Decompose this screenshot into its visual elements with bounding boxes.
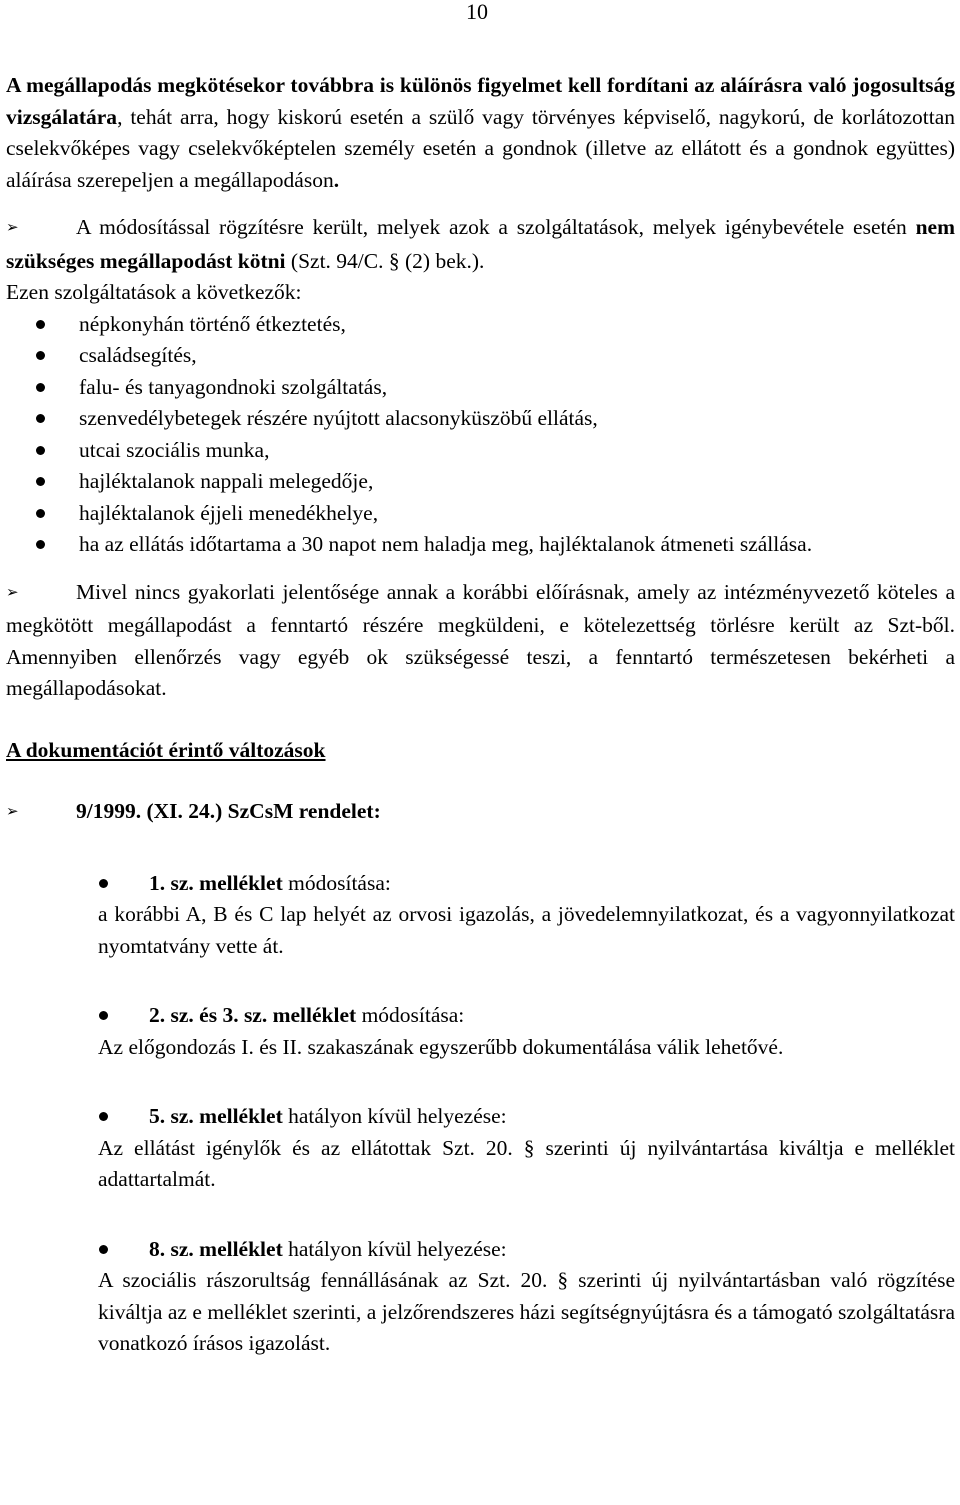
bullet-icon <box>36 540 45 549</box>
annex-text: Az előgondozás I. és II. szakaszának egyszerűbb dokumentálása válik lehetővé. <box>98 1034 784 1059</box>
services-intro: Ezen szolgáltatások a következők: <box>6 280 302 304</box>
annex-1 <box>6 868 955 963</box>
bullet-icon <box>36 446 45 455</box>
emphasis-text: A megállapodás megkötésekor továbbra is különös figyelmet kell fordítani az aláírásra való jogosultság vizsgálatára <box>6 73 955 129</box>
bullet-icon <box>99 1245 108 1254</box>
period: . <box>333 167 340 192</box>
bullet-icon <box>36 383 45 392</box>
annex-heading: 8. sz. melléklet hatályon kívül helyezése: <box>99 1234 955 1266</box>
bullet-icon <box>36 351 45 360</box>
bullet-icon <box>99 879 108 888</box>
document-body <box>6 70 955 1360</box>
annex-8 <box>6 1234 955 1360</box>
annex-heading: 2. sz. és 3. sz. melléklet módosítása: <box>99 1000 955 1032</box>
annex-heading: 5. sz. melléklet hatályon kívül helyezése: <box>99 1101 955 1133</box>
arrow-bullet-icon: ➢ <box>6 802 19 820</box>
bullet-icon <box>99 1011 108 1020</box>
list-item: utcai szociális munka, <box>36 435 955 467</box>
annex-text: A szociális rászorultság fennállásának az Szt. 20. § szerinti új nyilvántartásban való rögzítése kiváltja az e melléklet szerinti, a jelzőrendszeres házi segítségnyújtásra és a támogató szolgáltatásra vonatkozó írásos igazolást. <box>98 1268 955 1355</box>
annex-text: a korábbi A, B és C lap helyét az orvosi igazolás, a jövedelemnyilatkozat, és a vagyonnyilatkozat nyomtatvány vette át. <box>98 902 955 958</box>
bullet-icon <box>99 1112 108 1121</box>
list-item: hajléktalanok nappali melegedője, <box>36 466 955 498</box>
list-item: szenvedélybetegek részére nyújtott alacsonyküszöbű ellátás, <box>36 403 955 435</box>
list-item: családsegítés, <box>36 340 955 372</box>
page-number: 10 <box>466 0 488 24</box>
body-text: , tehát arra, hogy kiskorú esetén a szülő vagy törvényes képviselő, nagykorú, de korlátozottan cselekvőképes vagy cselekvőképtelen személy esetén a gondnok (illetve az ellátott és a gondnok együttes) aláírása szerepeljen a megállapodáson <box>6 104 955 192</box>
list-item: falu- és tanyagondnoki szolgáltatás, <box>36 372 955 404</box>
bullet-icon <box>36 414 45 423</box>
bullet-icon <box>36 320 45 329</box>
body-text: A módosítással rögzítésre került, melyek azok a szolgáltatások, melyek igénybevétele esetén <box>76 215 916 239</box>
annex-2-3 <box>6 1000 955 1063</box>
paragraph-manager-obligation <box>6 577 955 705</box>
services-list <box>6 309 955 561</box>
bullet-icon <box>36 509 45 518</box>
annex-heading: 1. sz. melléklet módosítása: <box>99 868 955 900</box>
list-item: hajléktalanok éjjeli menedékhelye, <box>36 498 955 530</box>
body-text: (Szt. 94/C. § (2) bek.). <box>285 248 485 273</box>
paragraph-no-agreement <box>6 212 955 277</box>
rendelet-title: ➢ 9/1999. (XI. 24.) SzCsM rendelet: <box>6 796 955 830</box>
emphasis-text: nem szükséges megállapodást kötni <box>6 215 955 273</box>
arrow-bullet-icon: ➢ <box>6 218 19 236</box>
arrow-bullet-icon: ➢ <box>6 582 19 601</box>
list-item: ha az ellátás időtartama a 30 napot nem haladja meg, hajléktalanok átmeneti szállása. <box>36 529 955 561</box>
body-text: Mivel nincs gyakorlati jelentősége annak a korábbi előírásnak, amely az intézményvezető köteles a megkötött megállapodást a fenntartó részére megküldeni, e kötelezettség törlésre került az Szt-ből. Amennyiben ellenőrzés vagy egyéb ok szükségessé teszi, a fenntartó természetesen bekérheti a megállapodásokat. <box>6 579 955 700</box>
list-item: népkonyhán történő étkeztetés, <box>36 309 955 341</box>
bullet-icon <box>36 477 45 486</box>
annex-text: Az ellátást igénylők és az ellátottak Szt. 20. § szerinti új nyilvántartása kiváltja e melléklet adattartalmát. <box>98 1135 955 1191</box>
paragraph-signature-rule <box>6 70 955 196</box>
section-heading: A dokumentációt érintő változások <box>6 737 326 762</box>
annex-5 <box>6 1101 955 1196</box>
